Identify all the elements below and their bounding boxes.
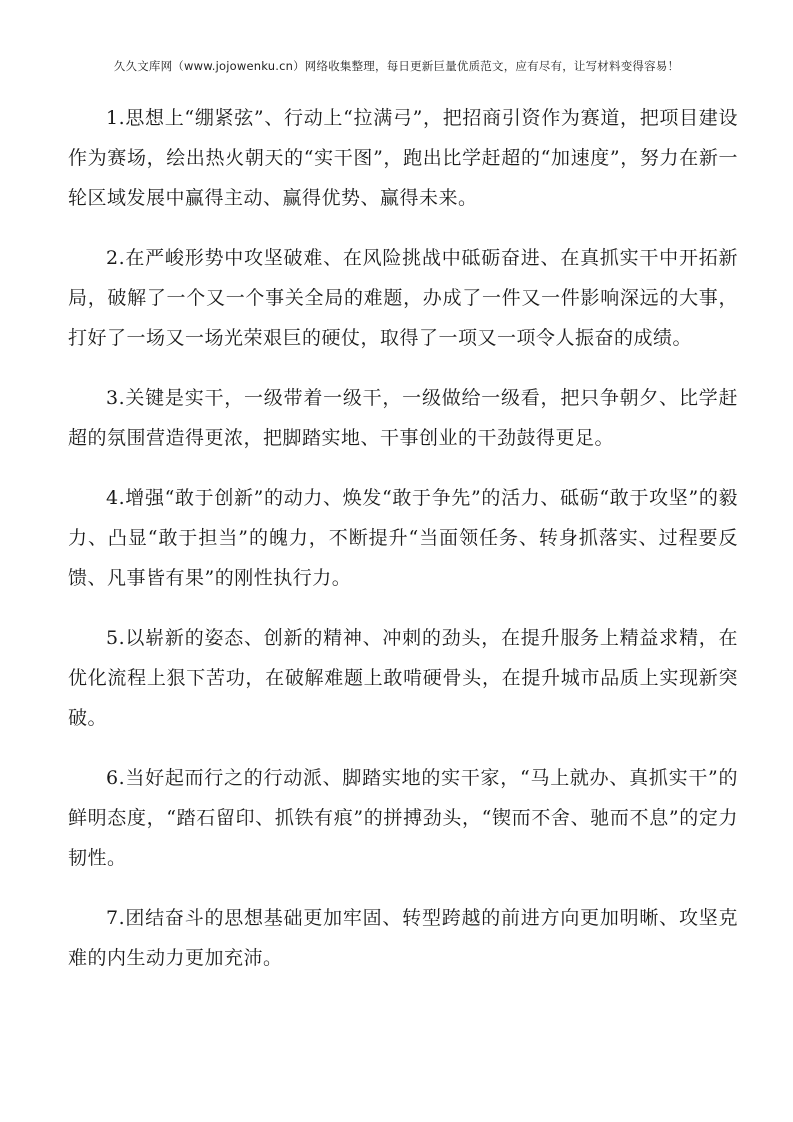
paragraph-5: 5.以崭新的姿态、创新的精神、冲刺的劲头，在提升服务上精益求精，在优化流程上狠下苦功，在破解难题上敢啃硬骨头，在提升城市品质上实现新突破。	[68, 627, 738, 729]
paragraph-3: 3.关键是实干，一级带着一级干，一级做给一级看，把只争朝夕、比学赶超的氛围营造得更浓，把脚踏实地、干事创业的干劲鼓得更足。	[68, 387, 738, 449]
header-note: 久久文库网（www.jojowenku.cn）网络收集整理，每日更新巨量优质范文，应有尽有，让写材料变得容易！	[113, 59, 680, 73]
paragraph-2: 2.在严峻形势中攻坚破难、在风险挑战中砥砺奋进、在真抓实干中开拓新局，破解了一个又一个事关全局的难题，办成了一件又一件影响深远的大事，打好了一场又一场光荣艰巨的硬仗，取得了一项又一项令人振奋的成绩。	[68, 247, 738, 349]
paragraph-6: 6.当好起而行之的行动派、脚踏实地的实干家，“马上就办、真抓实干”的鲜明态度，“踏石留印、抓铁有痕”的拼搏劲头，“锲而不舍、驰而不息”的定力韧性。	[68, 767, 738, 869]
paragraph-4: 4.增强“敢于创新”的动力、焕发“敢于争先”的活力、砥砺“敢于攻坚”的毅力、凸显“敢于担当”的魄力，不断提升“当面领任务、转身抓落实、过程要反馈、凡事皆有果”的刚性执行力。	[68, 487, 738, 589]
paragraph-1: 1.思想上“绷紧弦”、行动上“拉满弓”，把招商引资作为赛道，把项目建设作为赛场，绘出热火朝天的“实干图”，跑出比学赶超的“加速度”，努力在新一轮区域发展中赢得主动、赢得优势、赢得未来。	[68, 107, 738, 209]
paragraph-7: 7.团结奋斗的思想基础更加牢固、转型跨越的前进方向更加明晰、攻坚克难的内生动力更加充沛。	[68, 907, 738, 969]
document-body	[68, 98, 738, 998]
